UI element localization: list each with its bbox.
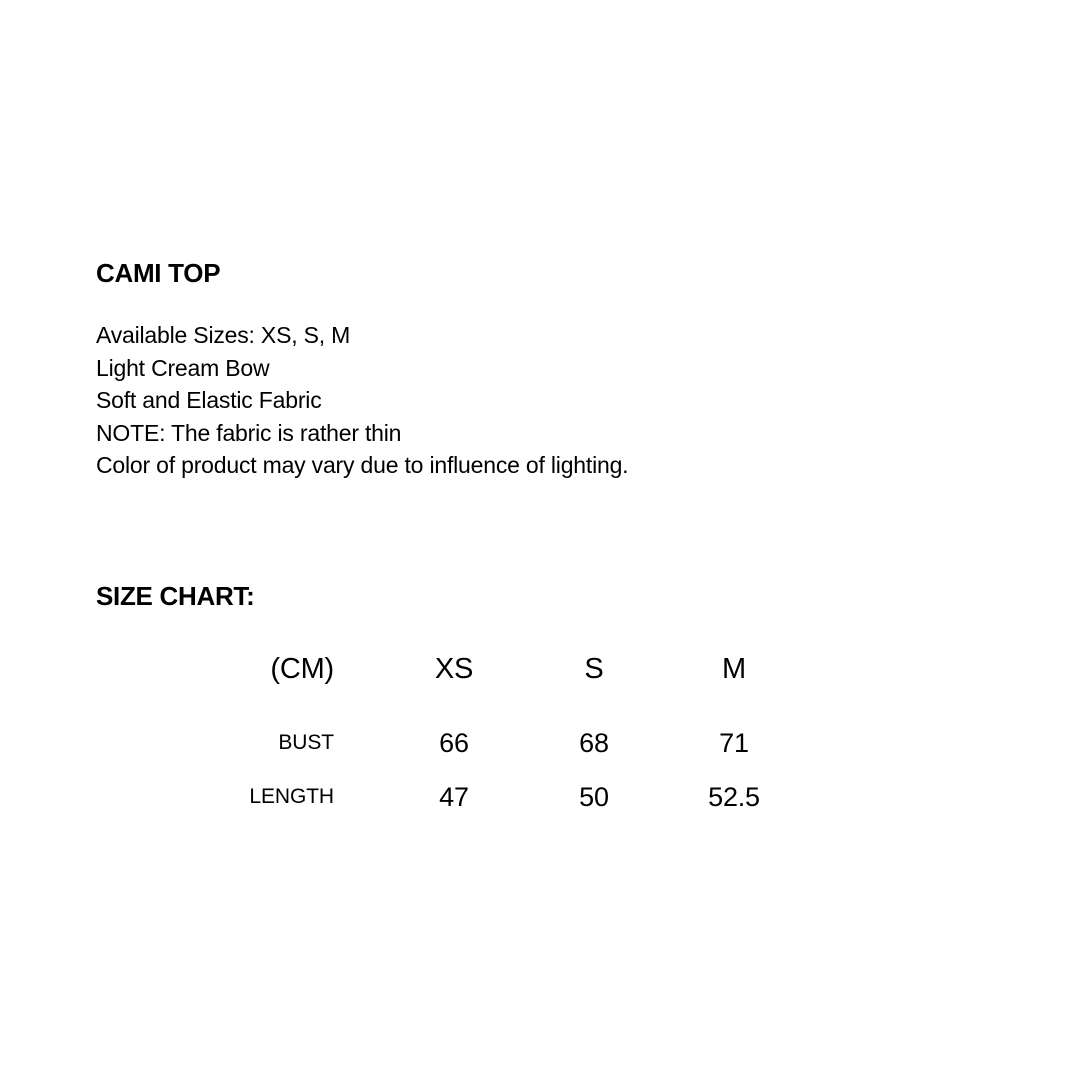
size-header-m: M: [722, 652, 746, 685]
row-label-bust: BUST: [278, 731, 334, 754]
table-row-bust: [96, 723, 804, 763]
unit-header-cell: (CM): [270, 652, 334, 685]
table-row-length: [96, 777, 804, 817]
bust-value-m: 71: [719, 727, 749, 758]
size-chart-header-row: [96, 649, 804, 689]
description-line-disclaimer: Color of product may vary due to influence of lighting.: [96, 452, 629, 478]
description-line-available-sizes: Available Sizes: XS, S, M: [96, 322, 351, 348]
row-label-length: LENGTH: [249, 785, 334, 808]
bust-value-s: 68: [579, 727, 609, 758]
description-line-note: NOTE: The fabric is rather thin: [96, 419, 402, 446]
size-chart-heading: SIZE CHART:: [96, 581, 255, 611]
product-title: CAMI TOP: [96, 258, 221, 288]
description-line-color-style: Light Cream Bow: [96, 354, 270, 381]
size-header-s: S: [584, 652, 604, 685]
length-value-m: 52.5: [708, 781, 760, 812]
length-value-xs: 47: [439, 781, 469, 812]
size-header-xs: XS: [434, 652, 474, 685]
description-line-fabric: Soft and Elastic Fabric: [96, 387, 322, 413]
length-value-s: 50: [579, 781, 609, 812]
bust-value-xs: 66: [439, 727, 469, 758]
product-description: [96, 319, 628, 482]
